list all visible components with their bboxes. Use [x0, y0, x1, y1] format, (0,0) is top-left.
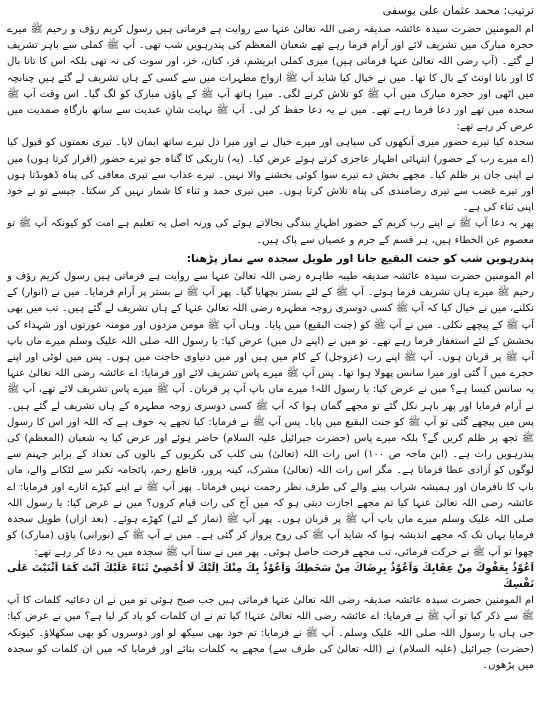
section-heading: پندرہویں شب کو جنت البقیع جانا اور طویل سجدہ سے نماز پڑھنا:	[186, 251, 534, 265]
dua-translation: سجدہ کیا تیرے حضور میری آنکھوں کی سیاہی اور میرے خیال نے اور میرا دل تیرے ساتھ ایمان لایا۔ تیری نعمتوں کو قبول کیا (اے میرے رب کے حضور) انتہائی اظہار عاجزی کرتے ہوئے عرض کیا۔ (یہ) تاریکی کا گناہ جو تیرے حضور (اقرار کرتا ہوں) میں نے اپنی جان پر ظلم کیا۔ مجھے بخش دے تیرے سوا کوئی بخشنے والا نہیں۔ تیرے عذاب سے تیری معافی کی پناہ ڈھونڈتا ہوں اور تیرے غضب سے تیری رضامندی کی پناہ تلاش کرتا ہوں۔ میں تیری حمد و ثناء کا شمار نہیں کر سکتا۔ جیسے تو نے خود اپنی ثناء کی ہے۔	[7, 137, 534, 214]
closing-narration: ام المومنین حضرت سیدہ عائشہ صدیقہ رضی اللہ تعالیٰ عنہا فرماتی ہیں جب صبح ہوئی تو میں نے ان دعائیہ کلمات کا آپ ﷺ سے ذکر کیا تو آپ ﷺ نے فرمایا: اے عائشہ رضی اللہ تعالیٰ عنہا! کیا تم نے ان کلمات کو یاد کر لیا ہے؟ میں نے عرض کیا: جی ہاں یا رسول اللہ صلی اللہ علیک وسلم۔ آپ ﷺ نے فرمایا: تم خود بھی سیکھ لو اور دوسروں کو بھی سکھلاؤ۔ کیونکہ (حضرت) جبرائیل (علیہ السلام) نے (اللہ تعالیٰ کی طرف سے) مجھے یہ کلمات بتائے اور فرمایا کہ میں ان کلمات کو سجدہ میں پڑھوں۔	[7, 595, 534, 671]
hadith-narration-1: ام المومنین حضرت سیدہ عائشہ صدیقہ رضی اللہ تعالیٰ عنہا سے روایت ہے فرماتی ہیں رسول کریم رؤف و رحیم ﷺ میرے حجرہ مبارک میں تشریف لائے اور آرام فرما رہے تھے شعبان المعظم کی پندرہویں شب تھی۔ آپ ﷺ کملی سے باہر تشریف لے گئے۔ (آپ رضی اللہ تعالیٰ عنہا فرماتی ہیں) میری کملی ابریشم، قز، کتان، خز، اور سوت کی نہ تھی بلکہ اس کا تانا بال کا اور بانا اونٹ کے بال کا تھا۔ میں نے خیال کیا شاید آپ ﷺ ازواج مطہرات میں سے کسی کے ہاں تشریف لے گئے ہیں چنانچہ میں اٹھی اور حجرہ مبارک میں آپ ﷺ کو تلاش کرنے لگی۔ میرا ہاتھ آپ ﷺ کے پاؤں مبارک کو لگ گیا۔ اس وقت آپ ﷺ سجدہ میں تھے اور دعا فرما رہے تھے۔ میں نے یہ دعا حفظ کر لی۔ آپ ﷺ نہایت شانِ عبدیت سے ساتھ بارگاہِ صمدیت میں عرض کر رہے تھے:	[7, 24, 534, 133]
compiler-credit: ترتیب: محمد عثمان علی یوسفی	[382, 4, 534, 17]
hadith-narration-2: ام المومنین حضرت سیدہ عائشہ صدیقہ طیبہ طاہرہ رضی اللہ تعالیٰ عنہا سے روایت ہے فرماتی ہیں رسول کریم رؤف و رحیم ﷺ میرے ہاں تشریف فرما ہوئے۔ آپ ﷺ کے لئے بستر بچھایا گیا۔ پھر آپ ﷺ نے بستر پر آرام فرمایا۔ میں نے (انوار) کے نکلنے، میں نے خیال کیا کہ آپ ﷺ کسی دوسری زوجہ مطہرہ رضی اللہ تعالیٰ عنہا کے ہاں تشریف لے گئے ہیں۔ تب میں بھی آپ ﷺ کے پیچھے نکلی۔ میں نے آپ ﷺ کو (جنت البقیع) میں پایا۔ وہاں آپ ﷺ مومن مردوں اور مومنہ عورتوں اور شہداء کی بخشش کے لئے استغفار فرما رہے تھے۔ تو میں نے (اپنے دل میں) عرض کیا: یا رسول اللہ صلی اللہ علیک وسلم میرے ماں باپ آپ ﷺ پر قربان ہوں۔ آپ ﷺ اپنے رب (عزوجل) کے کام میں ہیں اور میں دنیاوی حاجت میں ہوں۔ پس میں لوٹی اور اپنے حجرے میں آ گئی اور میرا سانس پھولا ہوا تھا۔ پس آپ ﷺ میرے پاس تشریف لائے اور فرمایا: اے عائشہ رضی اللہ تعالیٰ عنہا یہ سانس کیسا ہے؟ میں نے عرض کیا: یا رسول اللہ! میرے ماں باپ آپ پر قربان۔ آپ ﷺ میرے پاس تشریف لائے تھے، آپ ﷺ نے آرام فرمایا اور پھر باہر نکل گئے تو مجھے گمان ہوا کہ آپ ﷺ کسی دوسری زوجہ مطہرہ کے ہاں تشریف لے گئے ہیں۔ پس میں پیچھے گئی تو آپ ﷺ کو جنت البقیع میں پایا۔ پس آپ ﷺ نے فرمایا: کیا تجھے یہ خوف ہے کہ اللہ اور اس کا رسول ﷺ تجھ پر ظلم کریں گے؟ بلکہ میرے پاس (حضرت جبرائیل علیہ السلام) حاضر ہوئے اور عرض کیا یہ شعبان (المعظم) کی پندرہویں رات ہے۔ (ابن ماجہ ص ۱۰۰) اس رات اللہ (تعالیٰ) بنی کلب کی بکریوں کے بالوں کی تعداد کے برابر جہنم سے لوگوں کو آزادی عطا فرماتا ہے۔ مگر اس رات اللہ (تعالیٰ) مشرک، کینہ پرور، قاطع رحم، پائجامہ تکبر سے لٹکانے والے، ماں باپ کا نافرمان اور ہمیشہ شراب پینے والے کی طرف نظر رحمت نہیں فرماتا۔ پھر آپ ﷺ نے اپنے کپڑے اتارے اور فرمایا: اے عائشہ رضی اللہ تعالیٰ عنہا کیا تم مجھے اجازت دیتی ہو کہ میں آج کی رات قیام کروں؟ میں نے عرض کیا: یا رسول اللہ صلی اللہ علیک وسلم میرے ماں باپ آپ ﷺ پر قربان ہوں۔ پھر آپ ﷺ (نماز کے لئے) کھڑے ہوئے۔ (بعد ازاں) طویل سجدہ فرمایا یہاں تک کہ مجھے اندیشہ ہوا کہ شاید آپ ﷺ کی روح پرواز کر گئی ہے۔ میں نے آپ ﷺ کے (نورانی) پاؤں (مبارک) کو چھوا تو آپ ﷺ نے حرکت فرمائی، تب مجھے فرحت حاصل ہوئی۔ پھر میں نے سنا آپ ﷺ سجدہ میں یہ دعا کر رہے تھے:	[7, 271, 535, 558]
explanatory-note: پھر یہ دعا آپ ﷺ نے اپنے رب کریم کے حضور اظہارِ بندگی بجالاتے ہوئے کی ورنہ اصل یہ تعلیم ہے امت کو کیونکہ آپ ﷺ تو معصوم عن الخطاء ہیں، ہر قسم کے جرم و عصیاں سے پاک ہیں۔	[7, 218, 534, 246]
arabic-dua: اَعُوْذُ بِعَفْوِكَ مِنْ عِقَابِكَ وَاَعُوْذُ بِرِضَاكَ مِنْ سَخَطِكَ وَاَعُوْذُ بِكَ مِنْكَ اِلَيْكَ لَا اُحْصِيْ ثَنَاءً عَلَيْكَ اَنْتَ كَمَا اَثْنَيْتَ عَلٰى نَفْسِكَ	[7, 562, 534, 590]
